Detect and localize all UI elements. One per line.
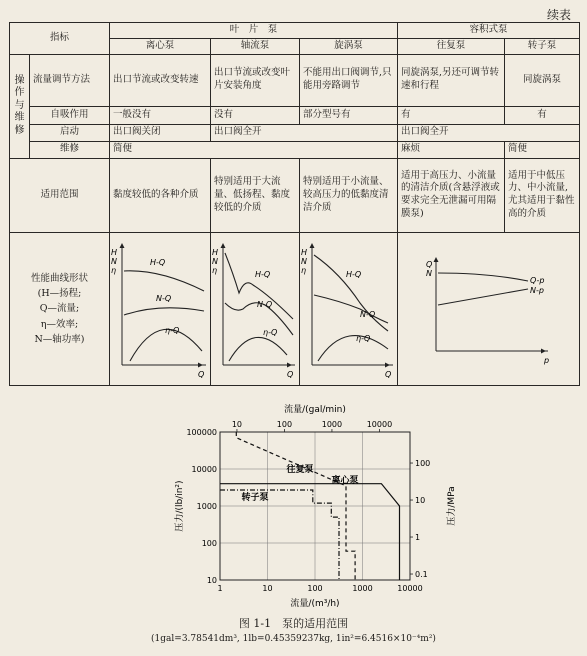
svg-text:η: η xyxy=(212,265,218,275)
cell-self-centrifugal: 一般没有 xyxy=(110,106,211,124)
row-label-self: 自吸作用 xyxy=(30,106,110,124)
header-rotary: 转子泵 xyxy=(505,38,580,54)
cell-start-centrifugal: 出口阀关闭 xyxy=(110,124,211,141)
cell-flow-vortex: 不能用出口阀调节,只能用旁路调节 xyxy=(300,54,398,106)
group-operation-maintenance: 操 作 与 维 修 xyxy=(10,54,30,158)
cell-self-reciprocating: 有 xyxy=(398,106,505,124)
row-label-maint: 维修 xyxy=(30,141,110,158)
cell-self-rotary: 有 xyxy=(505,106,580,124)
svg-text:H-Q: H-Q xyxy=(346,269,362,279)
svg-text:η-Q: η-Q xyxy=(356,333,371,343)
svg-text:η-Q: η-Q xyxy=(165,325,180,335)
svg-text:N-Q: N-Q xyxy=(156,293,172,303)
top-axis-label: 流量/(gal/min) xyxy=(284,405,346,415)
header-vane-pumps: 叶 片 泵 xyxy=(110,23,398,39)
tick-label-left: 10000 xyxy=(191,465,217,474)
cell-self-axial: 没有 xyxy=(211,106,300,124)
cell-maint-reciprocating: 麻烦 xyxy=(398,141,505,158)
left-axis-label: 压力/(lb/in²) xyxy=(175,480,185,532)
svg-text:N-Q: N-Q xyxy=(257,299,273,309)
svg-text:p: p xyxy=(544,355,550,365)
row-label-scope: 适用范围 xyxy=(10,158,110,232)
perf-curve-axial xyxy=(211,233,299,381)
svg-text:H: H xyxy=(212,247,219,257)
svg-text:Q-p: Q-p xyxy=(530,275,545,285)
tick-label-left: 100 xyxy=(201,539,217,548)
tick-label-bottom: 10 xyxy=(262,584,273,593)
row-label-start: 启动 xyxy=(30,124,110,141)
svg-text:η: η xyxy=(301,265,307,275)
bottom-axis-label: 流量/(m³/h) xyxy=(290,599,340,609)
tick-label-bottom: 1000 xyxy=(352,584,373,593)
header-axial: 轴流泵 xyxy=(211,38,300,54)
tick-label-right: 1 xyxy=(415,533,421,543)
cell-flow-centrifugal: 出口节流或改变转速 xyxy=(110,54,211,106)
perf-positive-cell xyxy=(398,232,580,386)
tick-label-right: 0.1 xyxy=(415,570,428,580)
perf-curve-centrifugal xyxy=(110,233,210,381)
svg-text:N-Q: N-Q xyxy=(360,309,376,319)
continued-label: 续表 xyxy=(546,8,571,22)
tick-label-top: 10 xyxy=(231,420,243,429)
cell-self-vortex: 部分型号有 xyxy=(300,106,398,124)
tick-label-top: 1000 xyxy=(321,420,343,429)
pump-comparison-table xyxy=(9,22,580,386)
unit-note: (1gal=3.78541dm³, 1lb=0.45359237kg, 1in²=6.4516×10⁻⁴m²) xyxy=(151,634,436,644)
perf-curve-vortex xyxy=(300,233,397,381)
svg-text:N: N xyxy=(212,256,218,266)
svg-text:N: N xyxy=(301,256,307,266)
svg-text:Q: Q xyxy=(385,369,392,379)
cell-flow-reciprocating: 同旋涡泵,另还可调节转速和行程 xyxy=(398,54,505,106)
perf-vortex-cell xyxy=(300,232,398,386)
tick-label-top: 10000 xyxy=(366,420,393,429)
series-label: 离心泵 xyxy=(331,476,359,486)
svg-text:Q: Q xyxy=(426,259,433,269)
svg-text:H-Q: H-Q xyxy=(150,257,166,267)
cell-maint-vane: 简便 xyxy=(110,141,398,158)
cell-start-positive: 出口阀全开 xyxy=(398,124,580,141)
series-label: 往复泵 xyxy=(286,465,314,475)
row-label-flow: 流量调节方法 xyxy=(30,54,110,106)
cell-scope-vortex: 特别适用于小流量、较高压力的低黏度清洁介质 xyxy=(300,158,398,232)
perf-centrifugal-cell xyxy=(110,232,211,386)
perf-curve-positive xyxy=(398,233,578,381)
series-label: 转子泵 xyxy=(241,493,269,503)
header-reciprocating: 往复泵 xyxy=(398,38,505,54)
row-label-perf: 性能曲线形状 (H—扬程; Q—流量; η—效率; N—轴功率) xyxy=(10,232,110,386)
svg-text:H: H xyxy=(301,247,308,257)
tick-label-right: 10 xyxy=(415,496,426,506)
cell-scope-centrifugal: 黏度较低的各种介质 xyxy=(110,158,211,232)
cell-start-axial-vortex: 出口阀全开 xyxy=(211,124,398,141)
svg-text:H-Q: H-Q xyxy=(255,269,271,279)
tick-label-left: 1000 xyxy=(196,502,217,511)
perf-axial-cell xyxy=(211,232,300,386)
svg-text:N: N xyxy=(111,256,117,266)
figure-caption: 图 1-1 泵的适用范围 xyxy=(238,617,349,630)
right-axis-label: 压力/MPa xyxy=(447,486,457,526)
tick-label-top: 100 xyxy=(276,420,293,429)
tick-label-left: 10 xyxy=(206,576,217,585)
tick-label-bottom: 10000 xyxy=(397,584,423,593)
cell-flow-axial: 出口节流或改变叶片安装角度 xyxy=(211,54,300,106)
tick-label-bottom: 100 xyxy=(307,584,323,593)
header-positive-displacement: 容积式泵 xyxy=(398,23,580,39)
svg-text:N-p: N-p xyxy=(530,285,544,295)
tick-label-right: 100 xyxy=(415,459,431,469)
cell-flow-rotary: 同旋涡泵 xyxy=(505,54,580,106)
pump-range-chart xyxy=(170,400,460,610)
cell-scope-axial: 特别适用于大流量、低扬程、黏度较低的介质 xyxy=(211,158,300,232)
header-centrifugal: 离心泵 xyxy=(110,38,211,54)
cell-scope-reciprocating: 适用于高压力、小流量的清洁介质(含悬浮液或要求完全无泄漏可用隔膜泵) xyxy=(398,158,505,232)
svg-text:N: N xyxy=(426,268,432,278)
tick-label-left: 100000 xyxy=(186,428,217,437)
cell-scope-rotary: 适用于中低压力、中小流量,尤其适用于黏性高的介质 xyxy=(505,158,580,232)
header-vortex: 旋涡泵 xyxy=(300,38,398,54)
svg-text:η: η xyxy=(111,265,117,275)
tick-label-bottom: 1 xyxy=(217,584,223,593)
svg-text:η-Q: η-Q xyxy=(263,327,278,337)
svg-text:H: H xyxy=(111,247,118,257)
chart-grid xyxy=(220,432,410,580)
cell-maint-rotary: 简便 xyxy=(505,141,580,158)
series-line xyxy=(220,490,339,580)
header-indicator: 指标 xyxy=(10,23,110,55)
svg-text:Q: Q xyxy=(198,369,205,379)
svg-text:Q: Q xyxy=(287,369,294,379)
